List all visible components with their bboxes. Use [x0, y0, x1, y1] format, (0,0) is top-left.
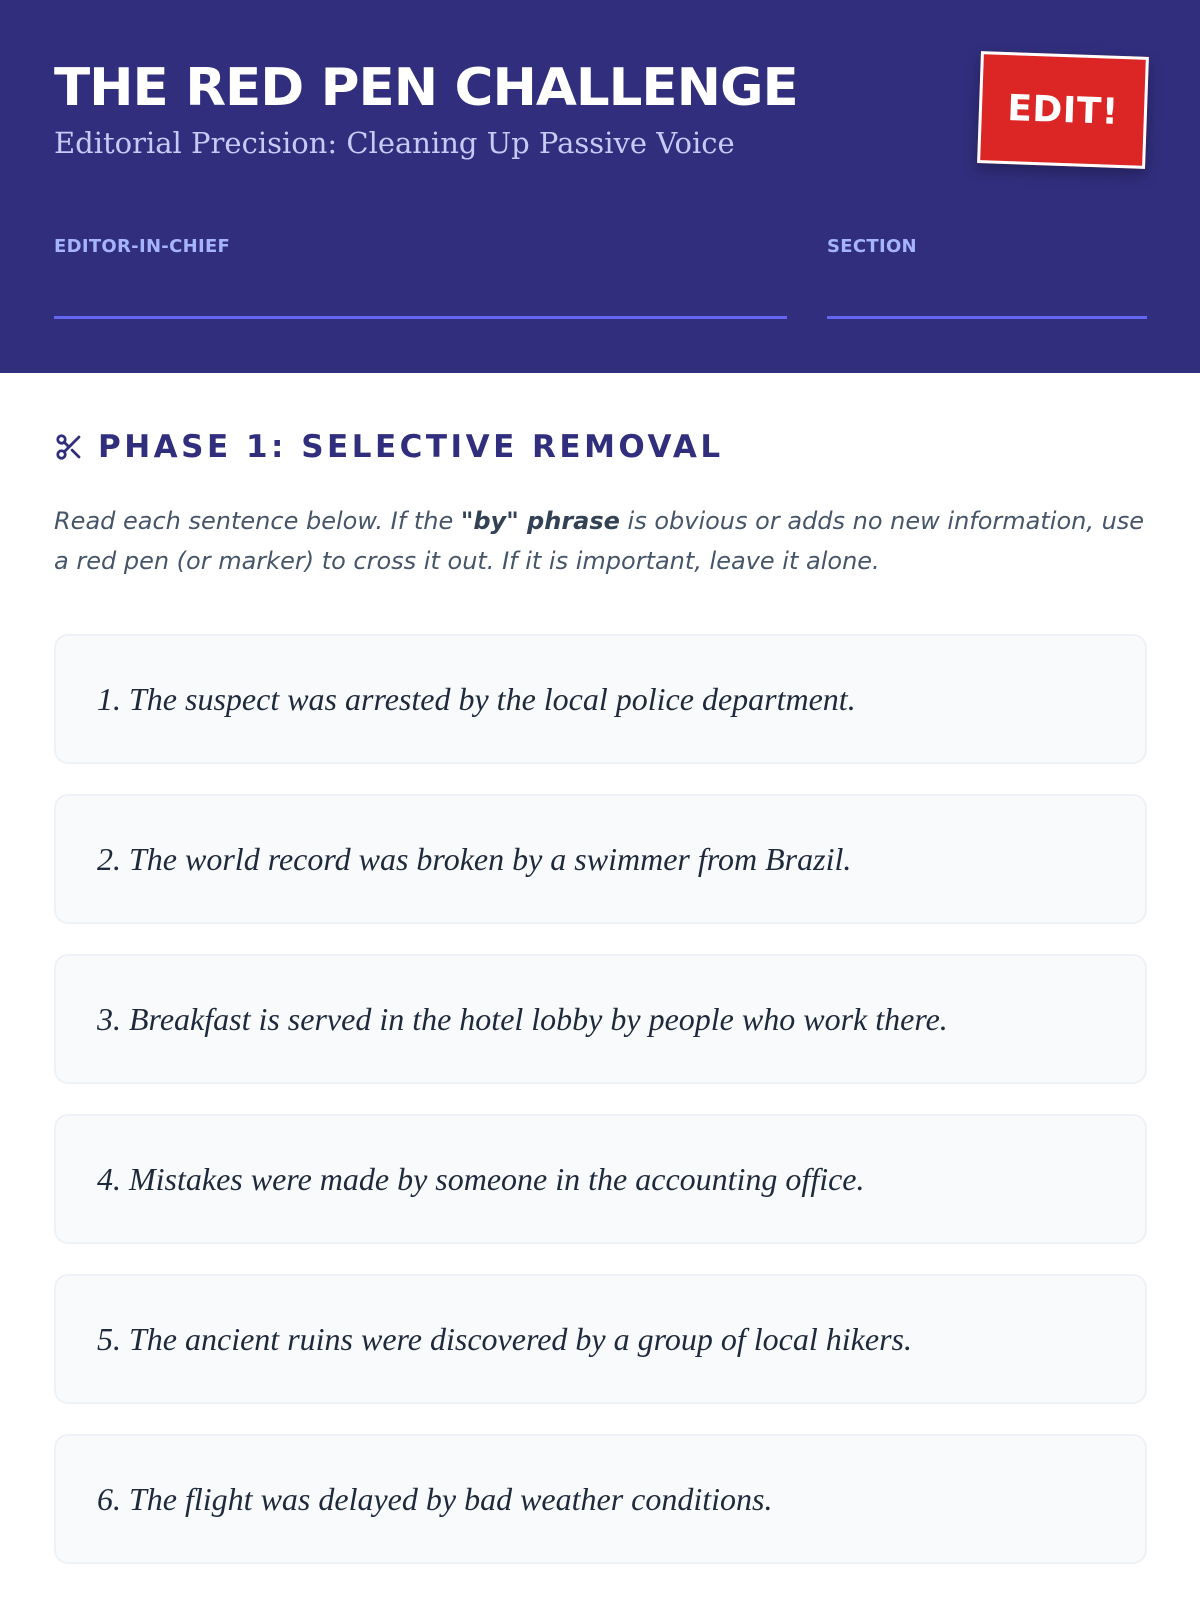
- sentence-card-3[interactable]: [54, 954, 1147, 1084]
- phase-title: PHASE 1: SELECTIVE REMOVAL: [98, 429, 724, 465]
- edit-stamp-label: EDIT!: [1006, 87, 1120, 133]
- page-title: THE RED PEN CHALLENGE: [54, 58, 798, 118]
- sentence-card-2[interactable]: [54, 794, 1147, 924]
- sentence-card-5[interactable]: [54, 1274, 1147, 1404]
- worksheet-header: [0, 0, 1200, 373]
- instructions-part-2: is obvious or adds no new information, use a red pen (or marker) to cross it out. If it is important, leave it alone.: [54, 507, 1145, 575]
- editor-in-chief-field[interactable]: [54, 316, 787, 319]
- sentence-card-6[interactable]: [54, 1434, 1147, 1564]
- sentence-text: 4. Mistakes were made by someone in the accounting office.: [97, 1160, 865, 1197]
- instructions-by-phrase: "by" phrase: [460, 507, 620, 535]
- sentence-text: 6. The flight was delayed by bad weather conditions.: [97, 1480, 773, 1517]
- page-subtitle: Editorial Precision: Cleaning Up Passive Voice: [54, 126, 735, 160]
- sentence-card-4[interactable]: [54, 1114, 1147, 1244]
- sentence-text: 1. The suspect was arrested by the local police department.: [97, 680, 856, 717]
- section-label: SECTION: [827, 236, 917, 257]
- editor-in-chief-label: EDITOR-IN-CHIEF: [54, 236, 231, 257]
- sentence-text: 3. Breakfast is served in the hotel lobby by people who work there.: [97, 1000, 948, 1037]
- sentence-text: 2. The world record was broken by a swimmer from Brazil.: [97, 840, 852, 877]
- instructions-part-1: Read each sentence below. If the: [54, 507, 461, 535]
- sentence-list: [54, 634, 1147, 1594]
- sentence-card-1[interactable]: [54, 634, 1147, 764]
- sentence-text: 5. The ancient ruins were discovered by a group of local hikers.: [97, 1320, 912, 1357]
- section-field[interactable]: [827, 316, 1147, 319]
- phase-heading: [54, 429, 724, 465]
- edit-stamp: [977, 51, 1149, 169]
- scissors-icon: [54, 432, 84, 462]
- instructions-text: [54, 501, 1154, 581]
